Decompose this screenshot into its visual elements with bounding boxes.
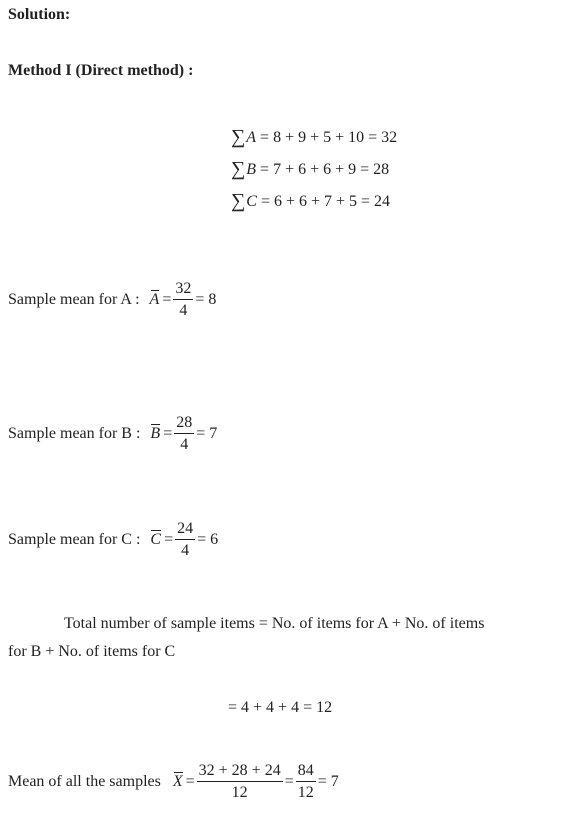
result: = 8 [195, 291, 217, 308]
denominator: 12 [231, 784, 248, 801]
mean-a-line [8, 281, 216, 319]
method-heading: Method I (Direct method) : [8, 62, 194, 79]
numerator: 24 [175, 521, 195, 540]
mean-label: Sample mean for A : [8, 291, 140, 308]
sum-c-line [231, 189, 390, 212]
equals: = [163, 425, 173, 442]
sum-a-line [231, 125, 397, 148]
equals: = [284, 773, 294, 790]
overall-symbol: X [172, 773, 183, 790]
sum-b-line [231, 157, 389, 180]
mean-label: Sample mean for C : [8, 531, 141, 548]
result: = 7 [317, 773, 339, 790]
numerator: 32 + 28 + 24 [197, 763, 283, 782]
total-line-1: Total number of sample items = No. of items for A + No. of items [64, 615, 485, 632]
fraction [174, 415, 194, 453]
result: = 6 [197, 531, 219, 548]
mean-symbol: C [150, 531, 162, 548]
result: = 7 [196, 425, 218, 442]
fraction-2 [296, 763, 316, 801]
numerator: 84 [296, 763, 316, 782]
fraction [175, 521, 195, 559]
sum-expression: = 7 + 6 + 6 + 9 = 28 [260, 161, 390, 178]
fraction-1 [197, 763, 283, 801]
mean-label: Sample mean for B : [8, 425, 141, 442]
denominator: 12 [297, 784, 314, 801]
sum-expression: = 8 + 9 + 5 + 10 = 32 [260, 129, 398, 146]
denominator: 4 [179, 302, 188, 319]
equals: = [164, 531, 174, 548]
variable: B [246, 161, 257, 178]
mean-symbol: A [149, 291, 160, 308]
equals: = [162, 291, 172, 308]
mean-b-line [8, 415, 217, 453]
overall-label: Mean of all the samples [8, 773, 161, 790]
denominator: 4 [180, 436, 189, 453]
numerator: 32 [173, 281, 193, 300]
variable: C [246, 193, 257, 210]
variable: A [246, 129, 257, 146]
sum-expression: = 6 + 6 + 7 + 5 = 24 [260, 193, 391, 210]
denominator: 4 [181, 542, 190, 559]
solution-heading: Solution: [8, 6, 71, 23]
overall-mean-line [8, 763, 339, 801]
total-line-2: for B + No. of items for C [8, 643, 176, 660]
numerator: 28 [174, 415, 194, 434]
sigma-symbol: ∑ [231, 126, 246, 148]
sigma-symbol: ∑ [231, 190, 246, 212]
fraction [173, 281, 193, 319]
equals: = [185, 773, 195, 790]
mean-symbol: B [150, 425, 161, 442]
sigma-symbol: ∑ [231, 158, 246, 180]
mean-c-line [8, 521, 218, 559]
total-calculation: = 4 + 4 + 4 = 12 [228, 699, 333, 716]
